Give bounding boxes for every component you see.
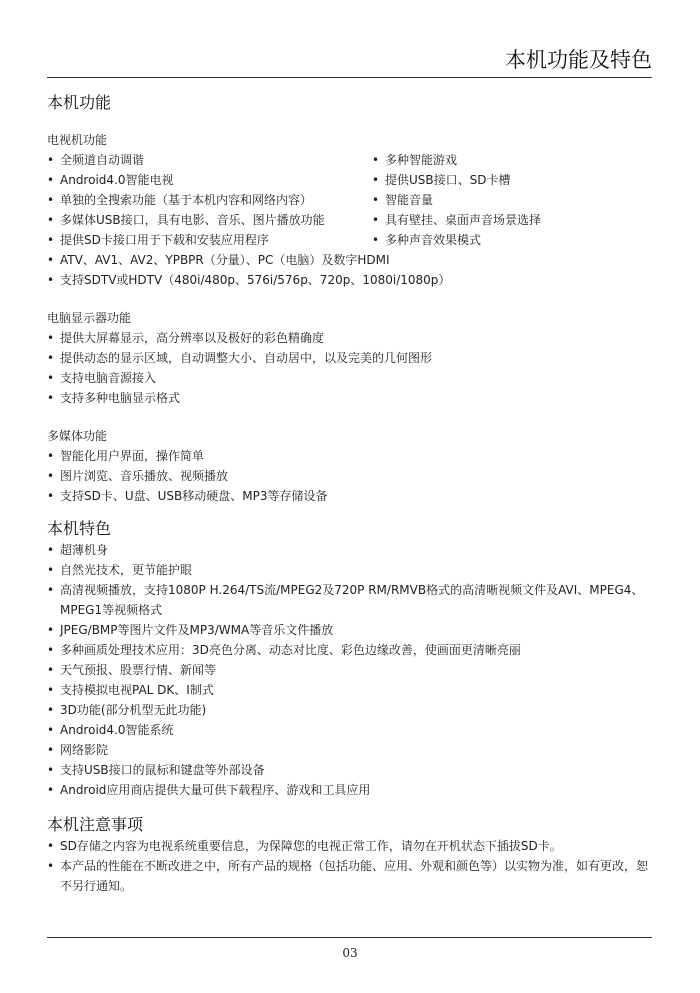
- list-item: • 智能化用户界面，操作简单: [47, 446, 652, 466]
- list-item: • 全频道自动调谐: [47, 150, 372, 170]
- notes-group: [47, 814, 652, 896]
- list-item: • Android4.0智能系统: [47, 720, 652, 740]
- list-item: • 高清视频播放，支持1080P H.264/TS流/MPEG2及720P RM/RMVB格式的高清晰视频文件及AVI、MPEG4、MPEG1等视频格式: [47, 580, 652, 620]
- media-functions-list: [47, 446, 652, 506]
- tv-functions-title: 电视机功能: [47, 133, 108, 147]
- list-item: • 单独的全搜索功能（基于本机内容和网络内容）: [47, 190, 372, 210]
- list-item: • 支持SD卡、U盘、USB移动硬盘、MP3等存储设备: [47, 486, 652, 506]
- list-item: • Android4.0智能电视: [47, 170, 372, 190]
- list-item: • 支持USB接口的鼠标和键盘等外部设备: [47, 760, 652, 780]
- notes-section-title: 本机注意事项: [47, 815, 144, 834]
- list-item: • 本产品的性能在不断改进之中，所有产品的规格（包括功能、应用、外观和颜色等）以实物为准，如有更改，恕不另行通知。: [47, 856, 652, 896]
- list-item: • 网络影院: [47, 740, 652, 760]
- pc-functions-title: 电脑显示器功能: [47, 311, 132, 325]
- features-group: [47, 518, 652, 800]
- list-item: • 支持电脑音源接入: [47, 368, 652, 388]
- list-item: • 多种智能游戏: [372, 150, 652, 170]
- notes-list: [47, 836, 652, 896]
- tv-functions-full-list: [47, 250, 652, 290]
- list-item: • 提供大屏幕显示，高分辨率以及极好的彩色精确度: [47, 328, 652, 348]
- page-header-title: 本机功能及特色: [505, 48, 652, 72]
- page-number: 03: [342, 946, 358, 960]
- list-item: • 智能音量: [372, 190, 652, 210]
- list-item: • 3D功能(部分机型无此功能): [47, 700, 652, 720]
- list-item: • Android应用商店提供大量可供下载程序、游戏和工具应用: [47, 780, 652, 800]
- list-item: • ATV、AV1、AV2、YPBPR（分量）、PC（电脑）及数字HDMI: [47, 250, 652, 270]
- list-item: • 支持SDTV或HDTV（480i/480p、576i/576p、720p、1080i/1080p）: [47, 270, 652, 290]
- list-item: • 图片浏览、音乐播放、视频播放: [47, 466, 652, 486]
- list-item: • 支持多种电脑显示格式: [47, 388, 652, 408]
- pc-functions-group: [47, 308, 652, 408]
- tv-functions-group: [47, 130, 652, 290]
- tv-functions-columns: [47, 150, 652, 250]
- tv-functions-left-list: [47, 150, 372, 250]
- footer-divider: [47, 937, 652, 938]
- page-content: [47, 92, 652, 896]
- pc-functions-list: [47, 328, 652, 408]
- list-item: • JPEG/BMP等图片文件及MP3/WMA等音乐文件播放: [47, 620, 652, 640]
- list-item: • SD存储之内容为电视系统重要信息，为保障您的电视正常工作，请勿在开机状态下插拔SD卡。: [47, 836, 652, 856]
- media-functions-group: [47, 426, 652, 506]
- list-item: • 提供USB接口、SD卡槽: [372, 170, 652, 190]
- list-item: • 超薄机身: [47, 540, 652, 560]
- list-item: • 多媒体USB接口，具有电影、音乐、图片播放功能: [47, 210, 372, 230]
- tv-functions-right-list: [372, 150, 652, 250]
- list-item: • 支持模拟电视PAL DK、I制式: [47, 680, 652, 700]
- list-item: • 多种画质处理技术应用：3D亮色分离、动态对比度、彩色边缘改善，使画面更清晰亮丽: [47, 640, 652, 660]
- list-item: • 天气预报、股票行情、新闻等: [47, 660, 652, 680]
- features-section-title: 本机特色: [47, 519, 112, 538]
- list-item: • 提供SD卡接口用于下载和安装应用程序: [47, 230, 372, 250]
- functions-section-title: 本机功能: [47, 93, 112, 112]
- list-item: • 自然光技术，更节能护眼: [47, 560, 652, 580]
- list-item: • 提供动态的显示区域，自动调整大小、自动居中，以及完美的几何图形: [47, 348, 652, 368]
- list-item: • 多种声音效果模式: [372, 230, 652, 250]
- features-list: [47, 540, 652, 800]
- header-divider: [47, 77, 652, 78]
- media-functions-title: 多媒体功能: [47, 429, 108, 443]
- list-item: • 具有壁挂、桌面声音场景选择: [372, 210, 652, 230]
